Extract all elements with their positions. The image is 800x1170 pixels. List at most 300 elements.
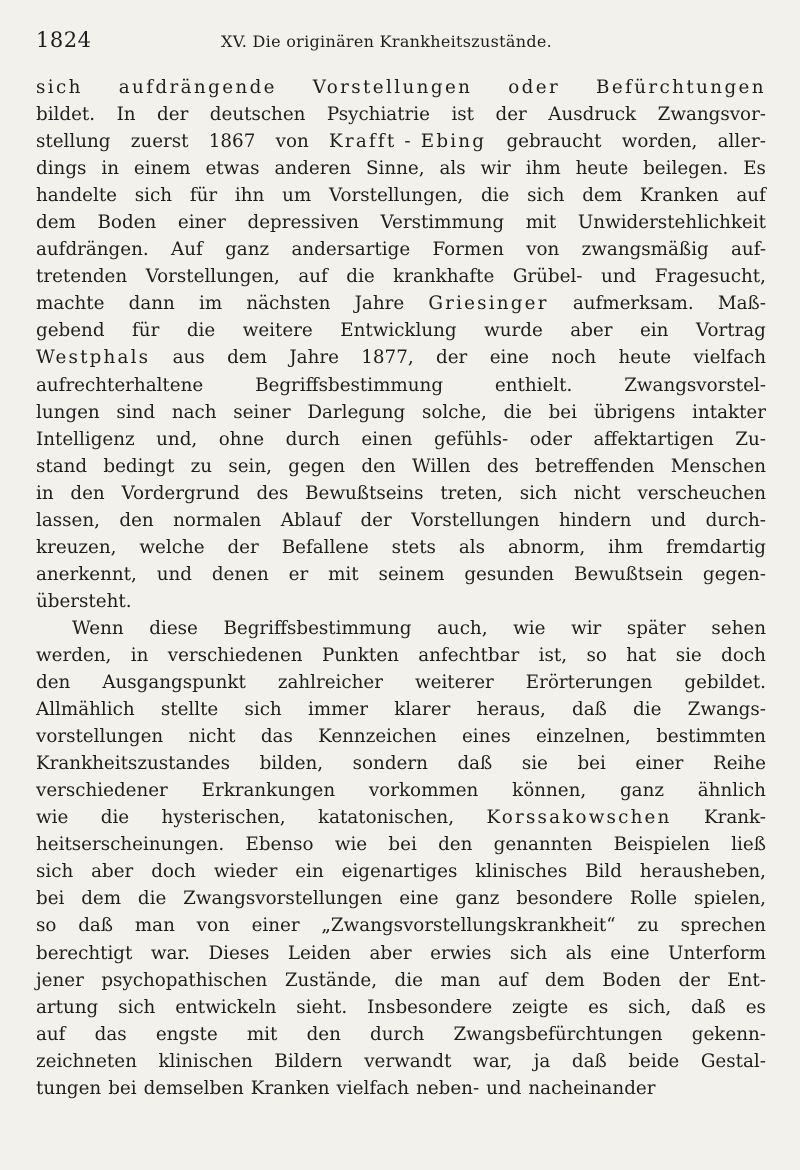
word: Zwangsvorstel- <box>624 374 766 396</box>
word: das <box>94 1023 127 1045</box>
word: der <box>495 104 527 126</box>
word: übersteht. <box>36 590 132 612</box>
word: sich <box>244 699 282 721</box>
word: solche, <box>421 401 487 423</box>
word: daß <box>691 996 726 1018</box>
word: dem <box>227 347 267 369</box>
word: engste <box>155 1023 218 1045</box>
word: und <box>650 509 687 531</box>
word: handelte <box>36 185 117 207</box>
word: hysterischen, <box>161 807 286 829</box>
word: Korssakowschen <box>486 807 672 829</box>
text-line <box>36 507 766 534</box>
word: ließ <box>731 834 766 856</box>
word: kreuzen, <box>36 536 117 558</box>
text-line <box>36 804 766 831</box>
word: in <box>36 482 54 504</box>
word: Es <box>743 158 766 180</box>
word: zuerst <box>130 131 189 153</box>
word: noch <box>551 347 597 369</box>
word: verschiedener <box>36 780 168 802</box>
word: der <box>678 969 710 991</box>
text-line <box>36 642 766 669</box>
word: stets <box>391 536 436 558</box>
text-line <box>36 480 766 507</box>
word: wie <box>334 834 368 856</box>
word: daß <box>457 753 493 775</box>
text-line <box>36 885 766 912</box>
word: auf <box>736 185 766 207</box>
word: „Zwangsvorstellungskrankheit“ <box>321 915 616 937</box>
word: das <box>260 726 293 748</box>
word: Begriffsbestimmung <box>223 617 412 639</box>
word: auch, <box>437 617 488 639</box>
word: dem <box>544 969 585 991</box>
word: Krafft - Ebing <box>329 131 487 153</box>
word: sprechen <box>680 915 766 937</box>
word: zahlreicher <box>277 672 383 694</box>
word: bilden, <box>259 753 324 775</box>
word: ist, <box>538 644 568 666</box>
word: spielen, <box>693 888 766 910</box>
word: bei <box>577 753 606 775</box>
word: erwies <box>430 942 492 964</box>
text-line <box>36 669 766 696</box>
word: bei <box>36 888 65 910</box>
word: Auf <box>171 239 203 261</box>
word: jener <box>36 969 84 991</box>
word: Ent- <box>727 969 766 991</box>
word: Willen <box>411 455 471 477</box>
word: In <box>116 104 136 126</box>
text-line <box>36 696 766 723</box>
word: sie <box>521 753 548 775</box>
word: später <box>626 617 686 639</box>
page-header <box>36 28 764 62</box>
word: Krank- <box>703 807 766 829</box>
text-line <box>36 940 766 967</box>
word: sich <box>527 185 565 207</box>
word: die <box>186 320 216 342</box>
word: Ausgangspunkt <box>102 672 246 694</box>
word: die <box>633 699 662 721</box>
word: immer <box>307 699 369 721</box>
word: ein <box>295 861 324 883</box>
word: wurde <box>484 320 543 342</box>
word: Zwangsvorstellungen <box>183 888 383 910</box>
word: weitere <box>242 320 313 342</box>
word: Zwangsbefürchtungen <box>453 1023 663 1045</box>
word: Befallene <box>281 536 369 558</box>
word: vielfach <box>336 1077 410 1099</box>
word: die <box>394 969 423 991</box>
word: katatonischen, <box>318 807 455 829</box>
word: Maß- <box>717 293 766 315</box>
word: bei <box>548 401 577 423</box>
word: gegen- <box>702 563 766 585</box>
word: heraus, <box>476 699 546 721</box>
text-line <box>36 290 766 317</box>
word: Zwangs- <box>687 699 766 721</box>
word: gekenn- <box>691 1023 766 1045</box>
word: eines <box>461 726 511 748</box>
word: die <box>100 807 130 829</box>
word: beilegen. <box>643 158 729 180</box>
text-line <box>36 344 766 371</box>
word: gegen <box>288 455 346 477</box>
word: die <box>346 266 375 288</box>
word: sich <box>509 942 548 964</box>
word: oder <box>508 77 561 98</box>
text-line <box>36 1075 766 1102</box>
word: zeigte <box>512 996 569 1018</box>
word: gesunden <box>464 563 555 585</box>
word: des <box>486 455 519 477</box>
word: eine <box>610 942 650 964</box>
text-line <box>36 209 766 236</box>
text-line <box>36 615 766 642</box>
word: Reihe <box>712 753 766 775</box>
word: sondern <box>352 753 428 775</box>
text-line <box>36 74 766 101</box>
word: Westphals <box>36 347 151 369</box>
page-number: 1824 <box>36 28 92 52</box>
word: Begriffsbestimmung <box>255 374 444 396</box>
word: werden, <box>36 644 112 666</box>
word: enthielt. <box>494 374 573 396</box>
word: ist <box>451 104 475 126</box>
word: daß <box>572 699 607 721</box>
word: gebraucht <box>506 131 602 153</box>
word: im <box>198 293 223 315</box>
text-line <box>36 561 766 588</box>
word: ein <box>639 320 669 342</box>
word: stand <box>36 455 88 477</box>
word: artung <box>36 996 99 1018</box>
word: Verstimmung <box>380 212 505 234</box>
word: mit <box>328 563 359 585</box>
word: anderen <box>274 158 352 180</box>
word: vorkommen <box>368 780 479 802</box>
word: aufmerksam. <box>572 293 694 315</box>
word: der <box>227 536 259 558</box>
word: sein, <box>228 455 272 477</box>
word: heute <box>575 158 629 180</box>
word: aufrechterhaltene <box>36 374 204 396</box>
word: stellung <box>36 131 111 153</box>
word: in <box>130 644 149 666</box>
word: von <box>275 131 309 153</box>
word: aus <box>172 347 205 369</box>
word: bestimmten <box>656 726 766 748</box>
word: aber <box>570 320 613 342</box>
word: ganz <box>455 888 500 910</box>
word: den <box>119 509 154 531</box>
word: genannten <box>493 834 593 856</box>
word: den <box>361 455 396 477</box>
word: beide <box>628 1050 680 1072</box>
word: einer <box>251 915 300 937</box>
text-line <box>36 263 766 290</box>
text-line <box>36 101 766 128</box>
word: Ausdruck <box>548 104 637 126</box>
word: einem <box>133 158 191 180</box>
text-line <box>36 723 766 750</box>
word: Erkrankungen <box>201 780 336 802</box>
word: Punkten <box>322 644 399 666</box>
word: wir <box>480 158 511 180</box>
word: und <box>486 1077 522 1099</box>
word: nächsten <box>246 293 331 315</box>
word: gebildet. <box>684 672 766 694</box>
text-line <box>36 128 766 155</box>
word: dings <box>36 158 87 180</box>
word: krankhafte <box>393 266 495 288</box>
word: Ebenso <box>245 834 314 856</box>
word: klarer <box>394 699 451 721</box>
word: Allmählich <box>36 699 135 721</box>
word: besondere <box>516 888 613 910</box>
word: bei <box>108 1077 137 1099</box>
word: so <box>36 915 57 937</box>
word: des <box>256 482 289 504</box>
word: nacheinander <box>528 1077 656 1099</box>
word: Vorstellungen, <box>329 185 464 207</box>
word: affektartigen <box>593 428 714 450</box>
text-line <box>36 426 766 453</box>
word: sich, <box>628 996 672 1018</box>
word: Dieses <box>208 942 270 964</box>
word: Zwangsvor- <box>657 104 766 126</box>
word: aufdrängen. <box>36 239 149 261</box>
word: Menschen <box>670 455 766 477</box>
word: dann <box>128 293 175 315</box>
word: so <box>586 644 607 666</box>
word: Vordergrund <box>121 482 240 504</box>
word: als <box>439 158 466 180</box>
text-line <box>36 750 766 777</box>
word: herausheben, <box>639 861 766 883</box>
word: verscheuchen <box>637 482 766 504</box>
text-line <box>36 1021 766 1048</box>
word: fremdartig <box>666 536 766 558</box>
word: heitserscheinungen. <box>36 834 225 856</box>
word: klinisches <box>475 861 568 883</box>
word: bei <box>388 834 417 856</box>
text-line <box>36 588 766 615</box>
word: Jahre <box>289 347 339 369</box>
word: oder <box>529 428 572 450</box>
word: zu <box>637 915 659 937</box>
word: Fragesucht, <box>654 266 766 288</box>
word: zeichneten <box>36 1050 137 1072</box>
word: nicht <box>188 726 236 748</box>
word: heute <box>618 347 672 369</box>
word: der <box>157 104 189 126</box>
word: Kranken <box>639 185 719 207</box>
word: dem <box>36 212 76 234</box>
word: sich <box>36 861 74 883</box>
word: entwickeln <box>175 996 277 1018</box>
word: es <box>588 996 609 1018</box>
word: übrigens <box>593 401 676 423</box>
word: Wenn <box>72 617 124 639</box>
word: Formen <box>432 239 504 261</box>
word: auf- <box>731 239 766 261</box>
text-line <box>36 399 766 426</box>
word: denen <box>211 563 269 585</box>
word: für <box>189 185 218 207</box>
word: auf <box>298 266 328 288</box>
word: sich <box>118 996 156 1018</box>
word: und, <box>156 428 198 450</box>
word: lungen <box>36 401 100 423</box>
word: einer <box>635 753 684 775</box>
word: abnorm, <box>507 536 586 558</box>
word: Sinne, <box>365 158 425 180</box>
text-line <box>36 1048 766 1075</box>
word: ähnlich <box>697 780 766 802</box>
word: aber <box>369 942 412 964</box>
word: doch <box>721 644 766 666</box>
text-line <box>36 155 766 182</box>
word: ihm <box>608 536 644 558</box>
text-line <box>36 967 766 994</box>
word: Ablauf <box>280 509 341 531</box>
word: den <box>306 1023 341 1045</box>
word: aber <box>91 861 134 883</box>
word: gefühls- <box>433 428 509 450</box>
word: von <box>526 239 560 261</box>
word: betreffenden <box>535 455 655 477</box>
word: wie <box>513 617 546 639</box>
word: 1877, <box>361 347 414 369</box>
word: Rolle <box>629 888 678 910</box>
word: den <box>70 482 105 504</box>
word: die <box>137 888 167 910</box>
word: wir <box>571 617 602 639</box>
word: etwas <box>205 158 260 180</box>
body-text <box>36 74 766 1102</box>
word: durch <box>370 1023 425 1045</box>
word: war. <box>150 942 190 964</box>
word: ihn <box>234 185 265 207</box>
word: aller- <box>717 131 766 153</box>
word: klinischen <box>158 1050 253 1072</box>
word: Bildern <box>274 1050 343 1072</box>
word: andersartige <box>291 239 411 261</box>
word: auf <box>36 1023 66 1045</box>
word: und <box>600 266 637 288</box>
word: treten, <box>440 482 503 504</box>
word: worden, <box>621 131 698 153</box>
running-title: XV. Die originären Krankheitszustände. <box>221 32 553 51</box>
word: vielfach <box>693 347 766 369</box>
word: Vorstellungen <box>312 77 473 98</box>
word: psychopathischen <box>101 969 268 991</box>
word: sieht. <box>296 996 348 1018</box>
word: Beispielen <box>613 834 710 856</box>
word: es <box>745 996 766 1018</box>
word: nach <box>171 401 217 423</box>
word: tungen <box>36 1077 102 1099</box>
text-line <box>36 372 766 399</box>
word: Kranken <box>250 1077 330 1099</box>
word: zwangsmäßig <box>581 239 709 261</box>
word: durch- <box>705 509 766 531</box>
text-line <box>36 534 766 561</box>
word: nicht <box>573 482 621 504</box>
word: Psychiatrie <box>326 104 430 126</box>
word: welche <box>139 536 205 558</box>
word: dem <box>81 888 122 910</box>
word: mit <box>525 212 557 234</box>
word: seinem <box>378 563 445 585</box>
text-line <box>36 994 766 1021</box>
word: Intelligenz <box>36 428 135 450</box>
word: deutschen <box>209 104 306 126</box>
word: von <box>196 915 230 937</box>
word: Unwiderstehlichkeit <box>577 212 766 234</box>
word: ohne <box>218 428 265 450</box>
word: eine <box>399 888 439 910</box>
word: können, <box>512 780 587 802</box>
word: die <box>480 185 510 207</box>
text-line <box>36 831 766 858</box>
word: und <box>156 563 192 585</box>
word: seiner <box>233 401 291 423</box>
word: demselben <box>143 1077 244 1099</box>
word: wieder <box>213 861 278 883</box>
word: Bewußtseins <box>305 482 424 504</box>
word: Krankheitszustandes <box>36 753 231 775</box>
word: gebend <box>36 320 105 342</box>
word: weiterer <box>414 672 494 694</box>
word: intakter <box>692 401 766 423</box>
word: Gestal- <box>700 1050 766 1072</box>
word: man <box>134 915 175 937</box>
text-line <box>36 182 766 209</box>
word: Befürchtungen <box>596 77 766 98</box>
word: daß <box>571 1050 607 1072</box>
word: Bewußtsein <box>573 563 684 585</box>
word: auf <box>497 969 528 991</box>
word: Bild <box>585 861 622 883</box>
word: diese <box>149 617 198 639</box>
word: depressiven <box>247 212 359 234</box>
word: als <box>565 942 592 964</box>
word: Boden <box>97 212 157 234</box>
word: 1867 <box>208 131 256 153</box>
word: Vortrag <box>695 320 766 342</box>
word: tretenden <box>36 266 128 288</box>
word: Zustände, <box>284 969 378 991</box>
word: sich <box>36 77 83 98</box>
word: daß <box>78 915 114 937</box>
word: Leiden <box>287 942 351 964</box>
word: um <box>282 185 312 207</box>
text-line <box>36 453 766 480</box>
word: Boden <box>602 969 661 991</box>
word: sind <box>116 401 156 423</box>
word: einzelnen, <box>535 726 631 748</box>
word: lassen, <box>36 509 100 531</box>
word: sehen <box>711 617 766 639</box>
word: der <box>360 509 392 531</box>
word: Zu- <box>735 428 766 450</box>
word: Griesinger <box>428 293 549 315</box>
word: eigenartiges <box>341 861 458 883</box>
